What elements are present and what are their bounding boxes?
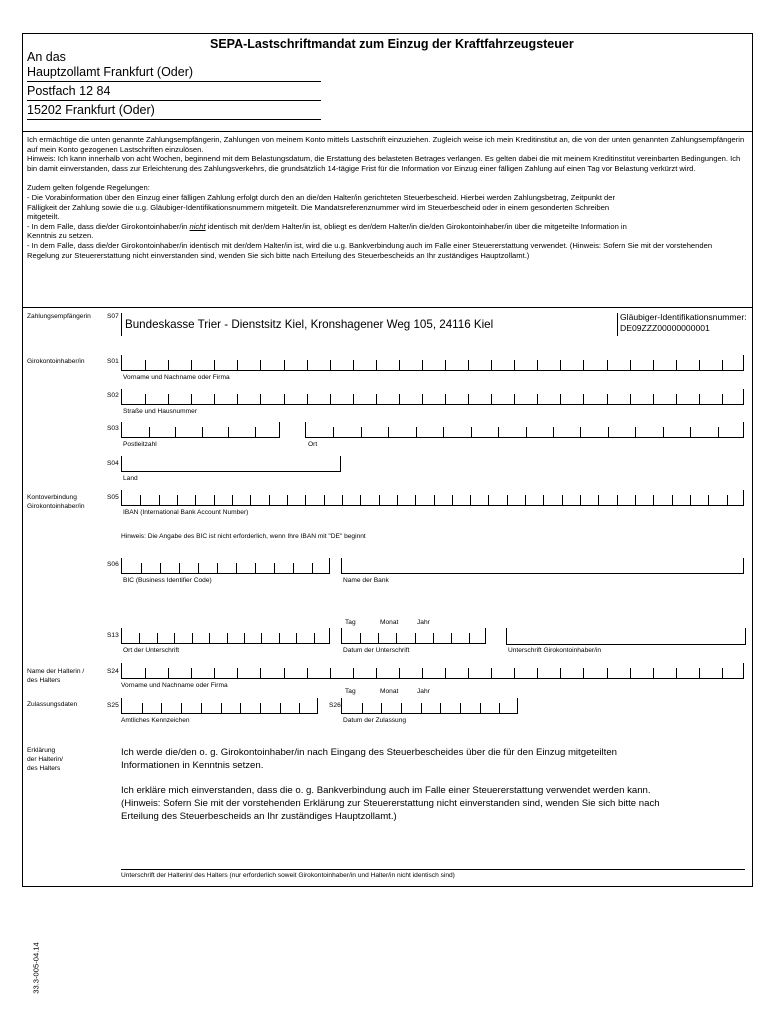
country-field[interactable]	[121, 456, 341, 472]
comb-tick	[157, 633, 158, 643]
comb-tick	[379, 495, 380, 505]
rules-heading: Zudem gelten folgende Regelungen:	[27, 183, 150, 193]
rule-2	[27, 222, 627, 241]
comb-tick	[141, 563, 142, 573]
address-underline	[27, 81, 321, 82]
form-number: 33.3-005-04.14	[31, 942, 41, 994]
declaration-paragraph-1: Ich werde die/den o. g. Girokontoinhaber/in nach Eingang des Steuerbescheides über die für den Einzug mitgeteilten Informationen in Kenntnis setzen.	[121, 747, 617, 771]
comb-tick	[227, 633, 228, 643]
field-code: S05	[107, 494, 119, 501]
comb-tick	[376, 394, 377, 404]
comb-tick	[214, 394, 215, 404]
address-line-3: Postfach 12 84	[27, 84, 111, 98]
comb-tick	[491, 360, 492, 370]
comb-tick	[280, 703, 281, 713]
comb-tick	[433, 633, 434, 643]
comb-tick	[553, 427, 554, 437]
comb-tick	[598, 495, 599, 505]
comb-tick	[451, 633, 452, 643]
comb-tick	[159, 495, 160, 505]
comb-tick	[718, 427, 719, 437]
comb-tick	[237, 394, 238, 404]
comb-tick	[630, 360, 631, 370]
comb-tick	[617, 495, 618, 505]
comb-tick	[663, 427, 664, 437]
comb-tick	[727, 495, 728, 505]
comb-tick	[214, 668, 215, 678]
comb-tick	[145, 394, 146, 404]
comb-tick	[145, 360, 146, 370]
comb-tick	[525, 495, 526, 505]
comb-tick	[260, 703, 261, 713]
comb-tick	[149, 427, 150, 437]
comb-tick	[468, 394, 469, 404]
comb-tick	[470, 495, 471, 505]
comb-tick	[142, 703, 143, 713]
comb-tick	[191, 360, 192, 370]
declaration-section-label-3: des Halters	[27, 765, 61, 772]
comb-tick	[399, 394, 400, 404]
address-line-1: An das	[27, 50, 66, 64]
comb-tick	[580, 495, 581, 505]
comb-tick	[514, 360, 515, 370]
comb-tick	[284, 394, 285, 404]
comb-tick	[228, 427, 229, 437]
vehicle-holder-name-field[interactable]	[121, 663, 744, 679]
comb-tick	[260, 360, 261, 370]
comb-tick	[353, 360, 354, 370]
comb-tick	[299, 703, 300, 713]
comb-tick	[307, 394, 308, 404]
comb-tick	[236, 563, 237, 573]
comb-tick	[353, 394, 354, 404]
comb-tick	[284, 668, 285, 678]
comb-tick	[560, 394, 561, 404]
comb-tick	[279, 633, 280, 643]
field-code: S01	[107, 358, 119, 365]
comb-tick	[416, 427, 417, 437]
comb-tick	[330, 394, 331, 404]
comb-tick	[361, 427, 362, 437]
declaration-section-label-2: der Halterin/	[27, 756, 63, 763]
rule-1: - Die Vorabinformation über den Einzug einer fälligen Zahlung erfolgt durch den an die/den Halter/in gerichteten Steuerbescheid. Hierbei werden Zahlungsbetrag, Zeitpunkt der Fälligkeit der Zahlung sowie die u.g. Gläubiger-Identifikationsnummern mitgeteilt. Die Mandatsreferenznummer wird im Steuerbescheid oder in einem gesonderten Schreiben mitgeteilt.	[27, 192, 616, 222]
field-box-left	[617, 313, 618, 336]
comb-tick	[261, 633, 262, 643]
comb-tick	[269, 495, 270, 505]
comb-tick	[537, 394, 538, 404]
comb-tick	[690, 495, 691, 505]
comb-tick	[676, 360, 677, 370]
comb-tick	[330, 668, 331, 678]
comb-tick	[722, 668, 723, 678]
comb-tick	[607, 394, 608, 404]
comb-tick	[381, 703, 382, 713]
comb-tick	[583, 394, 584, 404]
postal-code-field[interactable]	[121, 422, 280, 438]
comb-tick	[360, 495, 361, 505]
comb-tick	[401, 703, 402, 713]
comb-tick	[699, 668, 700, 678]
comb-tick	[376, 360, 377, 370]
comb-tick	[507, 495, 508, 505]
comb-tick	[526, 427, 527, 437]
comb-tick	[452, 495, 453, 505]
mandate-paragraph: Ich ermächtige die unten genannte Zahlungsempfängerin, Zahlungen von meinem Konto mittels Lastschrift einzuziehen. Zugleich weise ich mein Kreditinstitut an, die von der unten genannten Zahlungsempfängerin auf mein Konto gezogenen Lastschriften einzulösen.	[27, 135, 745, 154]
comb-tick	[195, 495, 196, 505]
comb-tick	[175, 427, 176, 437]
comb-tick	[630, 668, 631, 678]
bank-name-field[interactable]	[341, 558, 744, 574]
comb-tick	[376, 668, 377, 678]
comb-tick	[445, 360, 446, 370]
comb-tick	[422, 668, 423, 678]
comb-tick	[434, 495, 435, 505]
comb-tick	[168, 668, 169, 678]
comb-tick	[314, 633, 315, 643]
comb-tick	[179, 563, 180, 573]
comb-tick	[360, 633, 361, 643]
comb-tick	[217, 563, 218, 573]
field-code: S25	[107, 702, 119, 709]
comb-tick	[177, 495, 178, 505]
comb-tick	[274, 563, 275, 573]
comb-tick	[653, 668, 654, 678]
payee-label: Zahlungsempfängerin	[27, 313, 91, 320]
refund-note: Hinweis: Ich kann innerhalb von acht Wochen, beginnend mit dem Belastungsdatum, die Erstattung des belasteten Betrages verlangen. Es gelten dabei die mit meinem Kreditinstitut vereinbarten Bedingungen. Ich bin damit einverstanden, dass zur Erleichterung des Zahlungsverkehrs, die grundsätzlich 14-tägige Frist für die Information vor Einzug einer fälligen Zahlung auf einen Tag vor Belastung verkürzt wird.	[27, 154, 741, 173]
declaration-paragraph-2: Ich erkläre mich einverstanden, dass die o. g. Bankverbindung auch im Falle einer Steuererstattung verwendet werden kann. (Hinweis: Sofern Sie mit der vorstehenden Erklärung zur Steuererstattung nicht einverstanden sind, wenden Sie sich bitte nach Erteilung des Steuerbescheids an Ihr zuständiges Hauptzollamt.)	[121, 785, 660, 822]
date-day-header: Tag	[345, 619, 356, 626]
license-plate-field[interactable]	[121, 698, 318, 714]
field-code: S06	[107, 561, 119, 568]
comb-tick	[397, 495, 398, 505]
field-code: S26	[329, 702, 341, 709]
comb-tick	[635, 427, 636, 437]
field-caption: Ort	[308, 441, 318, 448]
comb-tick	[562, 495, 563, 505]
bic-field[interactable]	[121, 558, 330, 574]
comb-tick	[284, 360, 285, 370]
comb-tick	[468, 668, 469, 678]
comb-tick	[244, 633, 245, 643]
signature-place-field[interactable]	[121, 628, 330, 644]
comb-tick	[145, 668, 146, 678]
comb-tick	[676, 668, 677, 678]
field-code: S07	[107, 313, 119, 320]
comb-tick	[161, 703, 162, 713]
intro-divider	[22, 307, 753, 308]
address-underline	[27, 100, 321, 101]
creditor-id-label: Gläubiger-Identifikationsnummer:	[620, 312, 747, 322]
comb-tick	[415, 633, 416, 643]
comb-tick	[607, 360, 608, 370]
holder-signature-line[interactable]	[121, 869, 745, 870]
comb-tick	[191, 668, 192, 678]
comb-tick	[672, 495, 673, 505]
comb-tick	[221, 703, 222, 713]
comb-tick	[440, 703, 441, 713]
comb-tick	[139, 633, 140, 643]
field-code: S04	[107, 460, 119, 467]
comb-tick	[260, 394, 261, 404]
comb-tick	[191, 394, 192, 404]
comb-tick	[514, 668, 515, 678]
field-caption: Unterschrift Girokontoinhaber/in	[508, 647, 602, 654]
date-day-header: Tag	[345, 688, 356, 695]
field-caption: Datum der Unterschrift	[343, 647, 410, 654]
comb-tick	[443, 427, 444, 437]
field-caption: Name der Bank	[343, 577, 389, 584]
account-holder-section-label: Girokontoinhaber/in	[27, 358, 85, 365]
field-caption: BIC (Business Identifier Code)	[123, 577, 212, 584]
comb-tick	[635, 495, 636, 505]
comb-tick	[653, 495, 654, 505]
comb-tick	[537, 668, 538, 678]
comb-tick	[353, 668, 354, 678]
comb-tick	[421, 703, 422, 713]
bank-details-section-label-2: Girokontoinhaber/in	[27, 503, 85, 510]
field-box-left	[121, 313, 122, 336]
comb-tick	[399, 668, 400, 678]
date-month-header: Monat	[380, 688, 399, 695]
field-code: S13	[107, 632, 119, 639]
field-caption: Vorname und Nachname oder Firma	[123, 374, 230, 381]
comb-tick	[468, 360, 469, 370]
field-caption: Amtliches Kennzeichen	[121, 717, 190, 724]
field-caption: Land	[123, 475, 138, 482]
comb-tick	[653, 360, 654, 370]
comb-tick	[342, 495, 343, 505]
comb-tick	[362, 703, 363, 713]
intro-text	[27, 135, 749, 260]
payee-value: Bundeskasse Trier - Dienstsitz Kiel, Kronshagener Weg 105, 24116 Kiel	[125, 318, 494, 331]
city-field[interactable]	[305, 422, 744, 438]
field-caption: Postleitzahl	[123, 441, 157, 448]
field-code: S03	[107, 425, 119, 432]
field-caption: Ort der Unterschrift	[123, 647, 180, 654]
date-month-header: Monat	[380, 619, 399, 626]
comb-tick	[312, 563, 313, 573]
date-year-header: Jahr	[417, 619, 430, 626]
rule-2-emphasis: nicht	[189, 221, 206, 231]
comb-tick	[480, 703, 481, 713]
comb-tick	[699, 360, 700, 370]
creditor-id-value: DE09ZZZ00000000001	[620, 323, 710, 333]
comb-tick	[168, 394, 169, 404]
bic-hint: Hinweis: Die Angabe des BIC ist nicht erforderlich, wenn Ihre IBAN mit "DE" beginnt	[121, 533, 366, 540]
rule-3: - In dem Falle, dass die/der Girokontoinhaber/in identisch mit der/dem Halter/in ist, wird die u.g. Bankverbindung auch im Falle einer Steuererstattung verwendet. (Hinweis: Sofern Sie mit der vorstehenden Regelung zur Steuererstattung nicht einverstanden sind, wenden Sie sich bitte nach Erteilung des Steuerbescheids an Ihr zuständiges Hauptzollamt.)	[27, 240, 713, 260]
comb-tick	[202, 427, 203, 437]
comb-tick	[237, 668, 238, 678]
account-holder-name-field[interactable]	[121, 355, 744, 371]
comb-tick	[209, 633, 210, 643]
declaration-section-label: Erklärung	[27, 747, 56, 754]
vehicle-holder-section-label-2: des Halters	[27, 677, 61, 684]
field-caption: Straße und Hausnummer	[123, 408, 198, 415]
comb-tick	[399, 360, 400, 370]
field-code: S24	[107, 668, 119, 675]
comb-tick	[198, 563, 199, 573]
comb-tick	[722, 360, 723, 370]
date-year-header: Jahr	[417, 688, 430, 695]
comb-tick	[260, 668, 261, 678]
account-holder-signature-field[interactable]	[506, 628, 746, 645]
comb-tick	[307, 668, 308, 678]
comb-tick	[491, 668, 492, 678]
comb-tick	[160, 563, 161, 573]
comb-tick	[307, 360, 308, 370]
field-caption: Vorname und Nachname oder Firma	[121, 682, 228, 689]
comb-tick	[388, 427, 389, 437]
comb-tick	[445, 394, 446, 404]
comb-tick	[469, 633, 470, 643]
field-caption: IBAN (International Bank Account Number)	[123, 509, 249, 516]
comb-tick	[378, 633, 379, 643]
registration-date-field[interactable]	[341, 698, 518, 714]
comb-tick	[690, 427, 691, 437]
iban-field[interactable]	[121, 490, 744, 506]
comb-tick	[192, 633, 193, 643]
comb-tick	[488, 495, 489, 505]
comb-tick	[630, 394, 631, 404]
comb-tick	[415, 495, 416, 505]
comb-tick	[140, 495, 141, 505]
comb-tick	[445, 668, 446, 678]
comb-tick	[608, 427, 609, 437]
address-underline	[27, 119, 321, 120]
comb-tick	[422, 360, 423, 370]
comb-tick	[333, 427, 334, 437]
signature-date-field[interactable]	[341, 628, 486, 644]
comb-tick	[460, 703, 461, 713]
comb-tick	[287, 495, 288, 505]
comb-tick	[491, 394, 492, 404]
holder-signature-label: Unterschrift der Halterin/ des Halters (nur erforderlich soweit Girokontoinhaber/in und Halter/in nicht identisch sind)	[121, 872, 455, 879]
comb-tick	[699, 394, 700, 404]
field-caption: Datum der Zulassung	[343, 717, 407, 724]
comb-tick	[580, 427, 581, 437]
comb-tick	[324, 495, 325, 505]
comb-tick	[653, 394, 654, 404]
comb-tick	[607, 668, 608, 678]
comb-tick	[255, 427, 256, 437]
comb-tick	[174, 633, 175, 643]
address-line-4: 15202 Frankfurt (Oder)	[27, 103, 155, 117]
comb-tick	[560, 668, 561, 678]
field-code: S02	[107, 392, 119, 399]
comb-tick	[471, 427, 472, 437]
comb-tick	[583, 360, 584, 370]
comb-tick	[499, 703, 500, 713]
comb-tick	[240, 703, 241, 713]
comb-tick	[560, 360, 561, 370]
bank-details-section-label: Kontoverbindung	[27, 494, 77, 501]
comb-tick	[537, 360, 538, 370]
comb-tick	[214, 360, 215, 370]
comb-tick	[676, 394, 677, 404]
header-divider	[22, 131, 753, 132]
rule-2-start: - In dem Falle, dass die/der Girokontoinhaber/in	[27, 221, 190, 231]
comb-tick	[232, 495, 233, 505]
comb-tick	[514, 394, 515, 404]
address-line-2: Hauptzollamt Frankfurt (Oder)	[27, 65, 194, 79]
comb-tick	[250, 495, 251, 505]
comb-tick	[708, 495, 709, 505]
comb-tick	[296, 633, 297, 643]
vehicle-holder-section-label: Name der Halterin /	[27, 668, 85, 675]
comb-tick	[181, 703, 182, 713]
comb-tick	[330, 360, 331, 370]
comb-tick	[168, 360, 169, 370]
comb-tick	[255, 563, 256, 573]
form-title: SEPA-Lastschriftmandat zum Einzug der Kraftfahrzeugsteuer	[210, 37, 574, 51]
comb-tick	[305, 495, 306, 505]
street-field[interactable]	[121, 389, 744, 405]
comb-tick	[422, 394, 423, 404]
comb-tick	[396, 633, 397, 643]
comb-tick	[543, 495, 544, 505]
comb-tick	[293, 563, 294, 573]
comb-tick	[722, 394, 723, 404]
comb-tick	[201, 703, 202, 713]
comb-tick	[583, 668, 584, 678]
registration-section-label: Zulassungsdaten	[27, 701, 78, 708]
comb-tick	[214, 495, 215, 505]
comb-tick	[498, 427, 499, 437]
comb-tick	[237, 360, 238, 370]
rule-2-end: identisch mit der/dem Halter/in ist, obliegt es der/dem Halter/in die/den Girokontoinhaber/in über die mitgeteilte Information in Kenntnis zu setzen.	[27, 221, 627, 241]
